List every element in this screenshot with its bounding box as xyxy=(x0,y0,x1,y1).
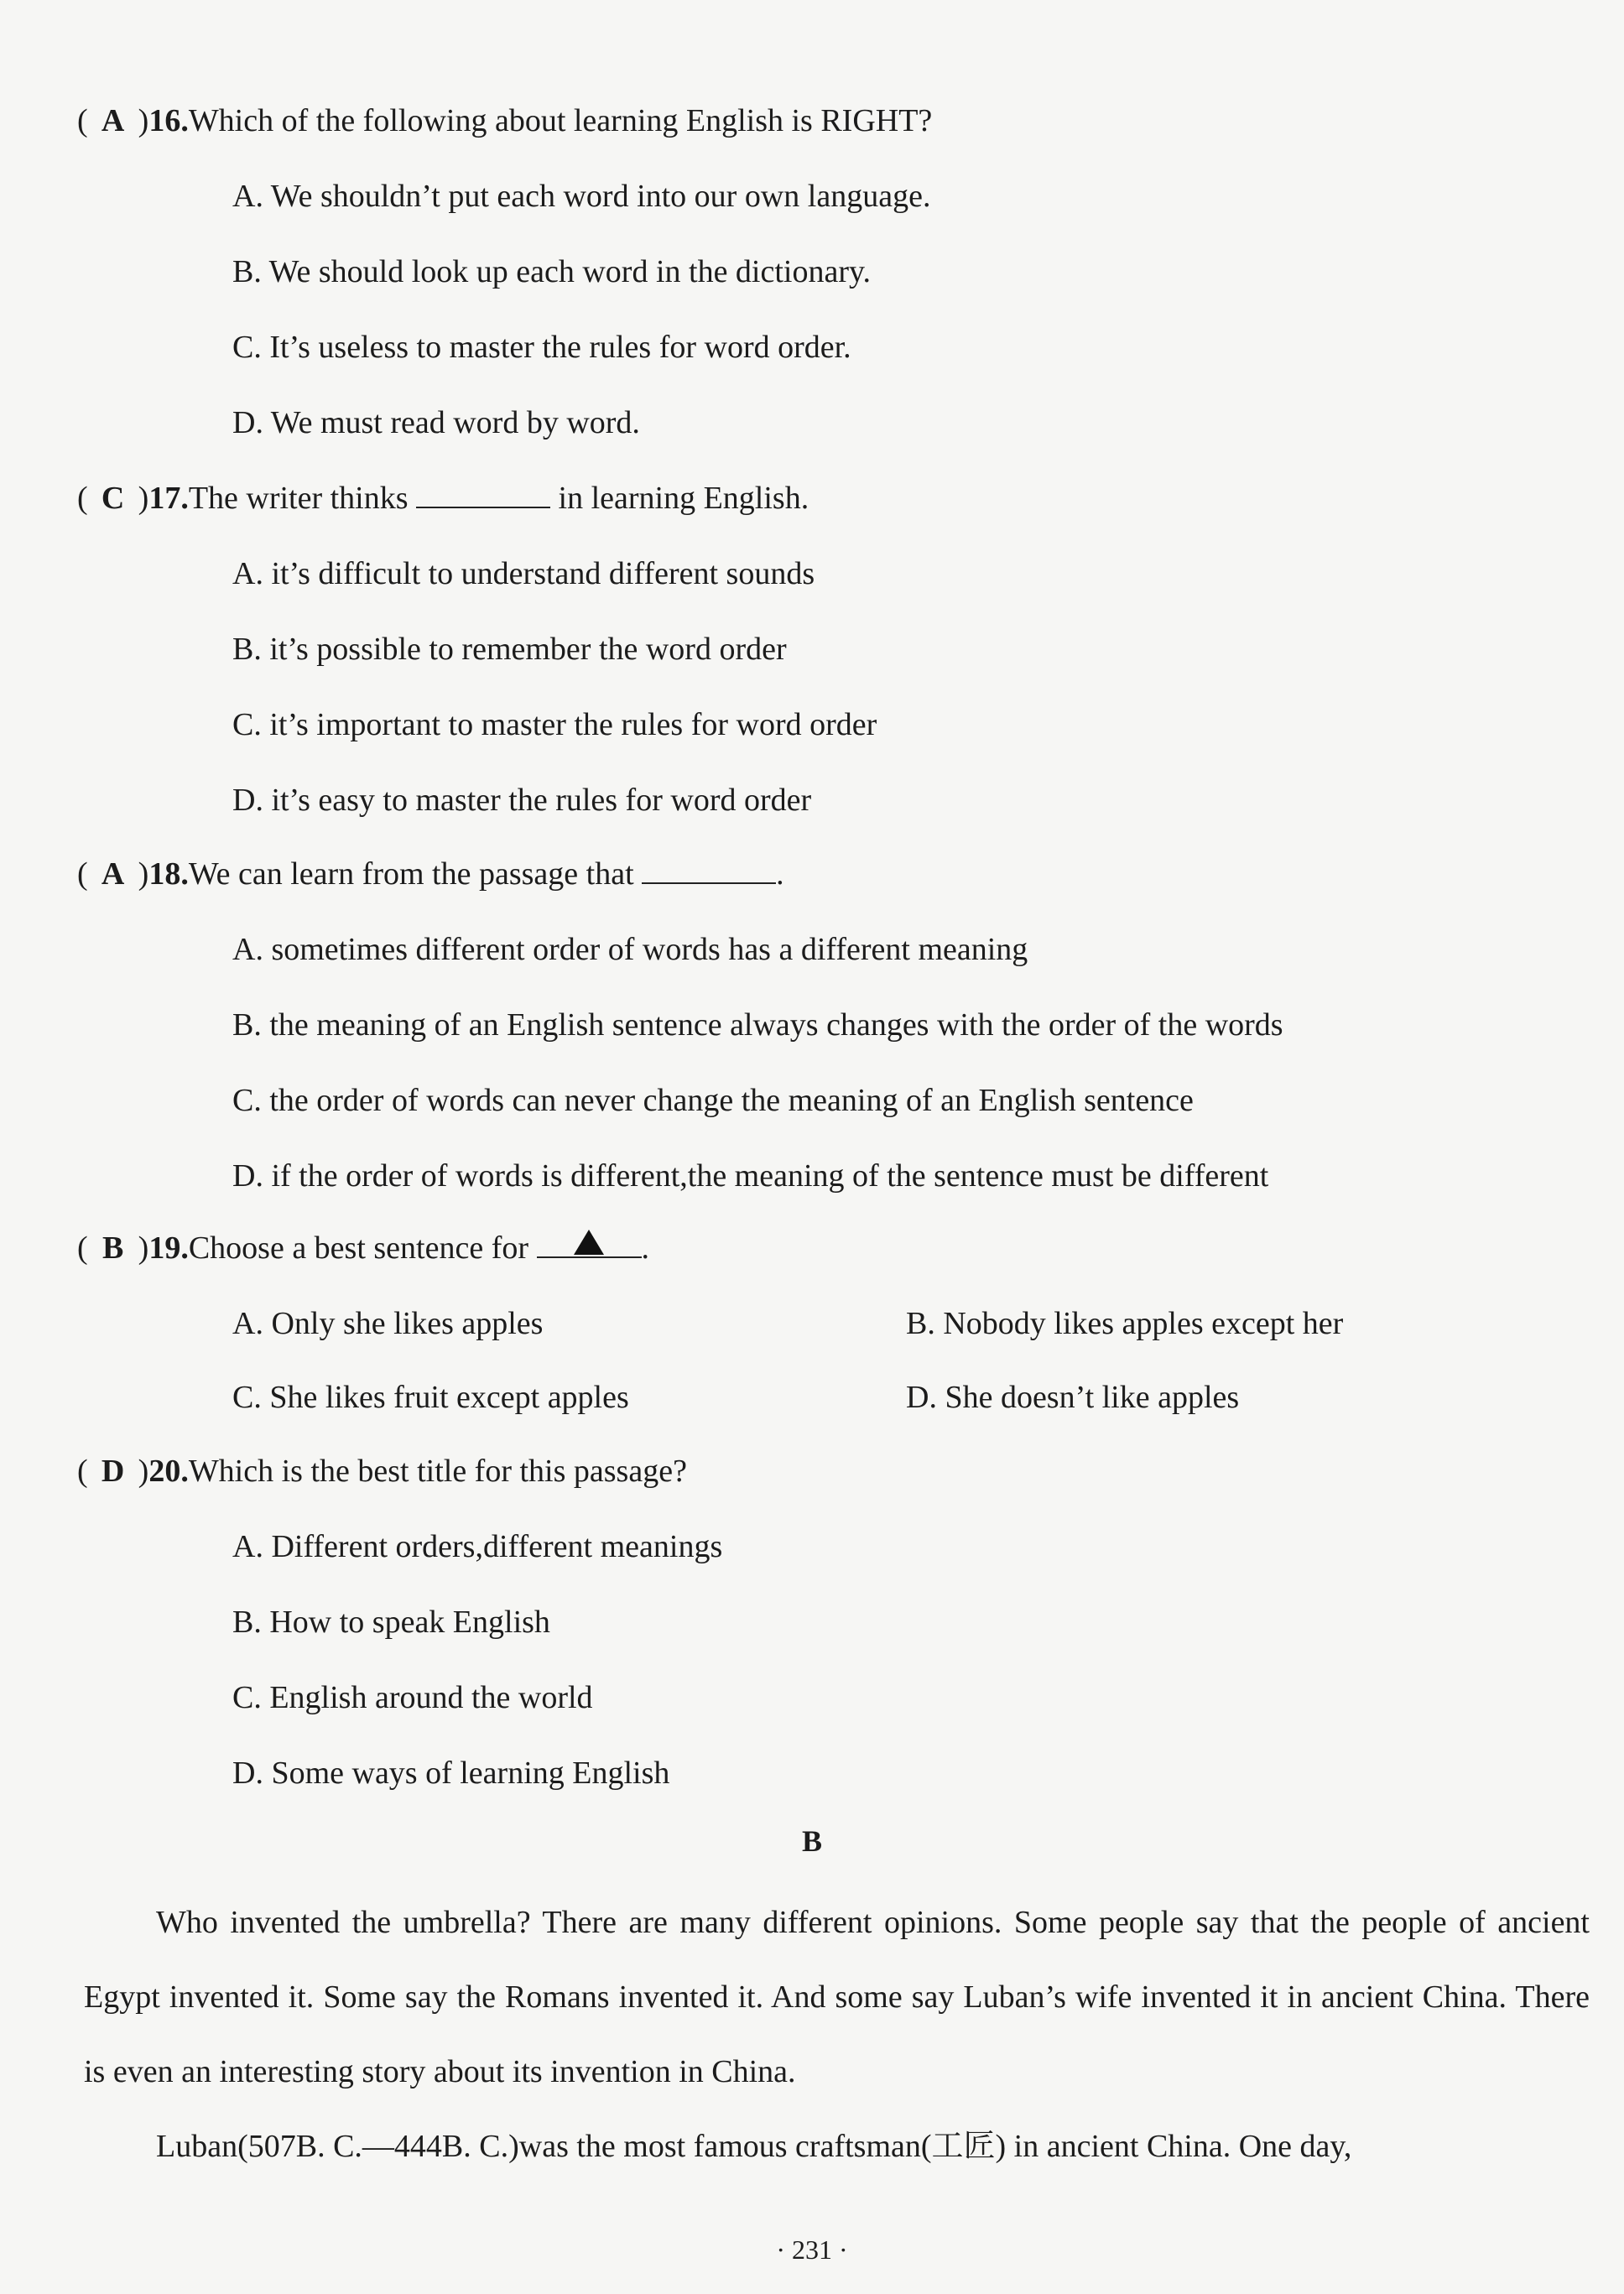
question-stem-20: Which is the best title for this passage? xyxy=(188,1454,687,1489)
answer-blank-18 xyxy=(642,857,776,884)
option-19-c: C. She likes fruit except apples xyxy=(232,1380,629,1415)
passage-paragraph-1: Who invented the umbrella? There are many different opinions. Some people say that the people of ancient Egypt invented it. Some say the Romans invented it. And some say Luban’s wife invented it in ancient China. There is even an interesting story about its invention in China. xyxy=(84,1905,1590,2089)
answer-blank-17 xyxy=(416,481,550,508)
question-17: ( C )17.The writer thinks in learning English. xyxy=(0,478,1624,518)
question-stem-17-end: in learning English. xyxy=(558,481,809,516)
question-number-17: 17. xyxy=(148,481,189,516)
question-20: ( D )20.Which is the best title for this passage? xyxy=(0,1451,1624,1491)
option-20-a: A. Different orders,different meanings xyxy=(232,1529,723,1564)
option-16-b: B. We should look up each word in the dictionary. xyxy=(232,254,872,289)
option-20-b: B. How to speak English xyxy=(232,1605,550,1640)
answer-blank-19 xyxy=(537,1231,642,1258)
page-number: · 231 · xyxy=(776,2234,848,2265)
option-16-d: D. We must read word by word. xyxy=(232,405,640,440)
answer-18: A xyxy=(101,856,125,892)
question-stem-18-start: We can learn from the passage that xyxy=(188,856,634,892)
answer-16: A xyxy=(101,103,125,138)
answer-17: C xyxy=(101,481,125,516)
section-title: B xyxy=(801,1824,822,1858)
option-17-b: B. it’s possible to remember the word order xyxy=(232,632,787,667)
question-stem-17-start: The writer thinks xyxy=(188,481,409,516)
option-16-c: C. It’s useless to master the rules for word order. xyxy=(232,330,851,365)
question-number-20: 20. xyxy=(148,1454,189,1489)
option-17-a: A. it’s difficult to understand different sounds xyxy=(232,556,815,591)
question-number-16: 16. xyxy=(148,103,189,138)
passage-paragraph-2: Luban(507B. C.—444B. C.)was the most famous craftsman(工匠) in ancient China. One day, xyxy=(156,2129,1352,2164)
option-20-d: D. Some ways of learning English xyxy=(232,1756,670,1791)
option-18-b: B. the meaning of an English sentence always changes with the order of the words xyxy=(232,1007,1283,1043)
option-19-a: A. Only she likes apples xyxy=(232,1306,544,1341)
question-18: ( A )18.We can learn from the passage that . xyxy=(0,854,1624,894)
question-stem-19-end: . xyxy=(641,1230,650,1266)
option-17-c: C. it’s important to master the rules for word order xyxy=(232,707,877,742)
question-number-19: 19. xyxy=(148,1230,189,1266)
answer-19: B xyxy=(102,1230,124,1266)
option-20-c: C. English around the world xyxy=(232,1680,593,1715)
question-stem-19-start: Choose a best sentence for xyxy=(188,1230,529,1266)
question-19: ( B )19.Choose a best sentence for . xyxy=(0,1228,1624,1268)
question-number-18: 18. xyxy=(148,856,189,892)
option-19-b: B. Nobody likes apples except her xyxy=(906,1306,1344,1341)
triangle-icon xyxy=(574,1230,604,1255)
option-16-a: A. We shouldn’t put each word into our own language. xyxy=(232,179,931,214)
question-stem-16: Which of the following about learning English is RIGHT? xyxy=(188,103,933,138)
option-18-c: C. the order of words can never change the meaning of an English sentence xyxy=(232,1083,1194,1118)
option-18-d: D. if the order of words is different,the meaning of the sentence must be different xyxy=(232,1158,1269,1194)
question-16: ( A )16.Which of the following about learning English is RIGHT? xyxy=(0,101,1624,141)
option-19-d: D. She doesn’t like apples xyxy=(906,1380,1240,1415)
option-18-a: A. sometimes different order of words has a different meaning xyxy=(232,932,1028,967)
answer-20: D xyxy=(101,1454,125,1489)
option-17-d: D. it’s easy to master the rules for word order xyxy=(232,783,812,818)
option-row-19-1 xyxy=(0,1303,1624,1344)
option-row-19-2 xyxy=(0,1377,1624,1417)
question-stem-18-end: . xyxy=(776,856,784,892)
